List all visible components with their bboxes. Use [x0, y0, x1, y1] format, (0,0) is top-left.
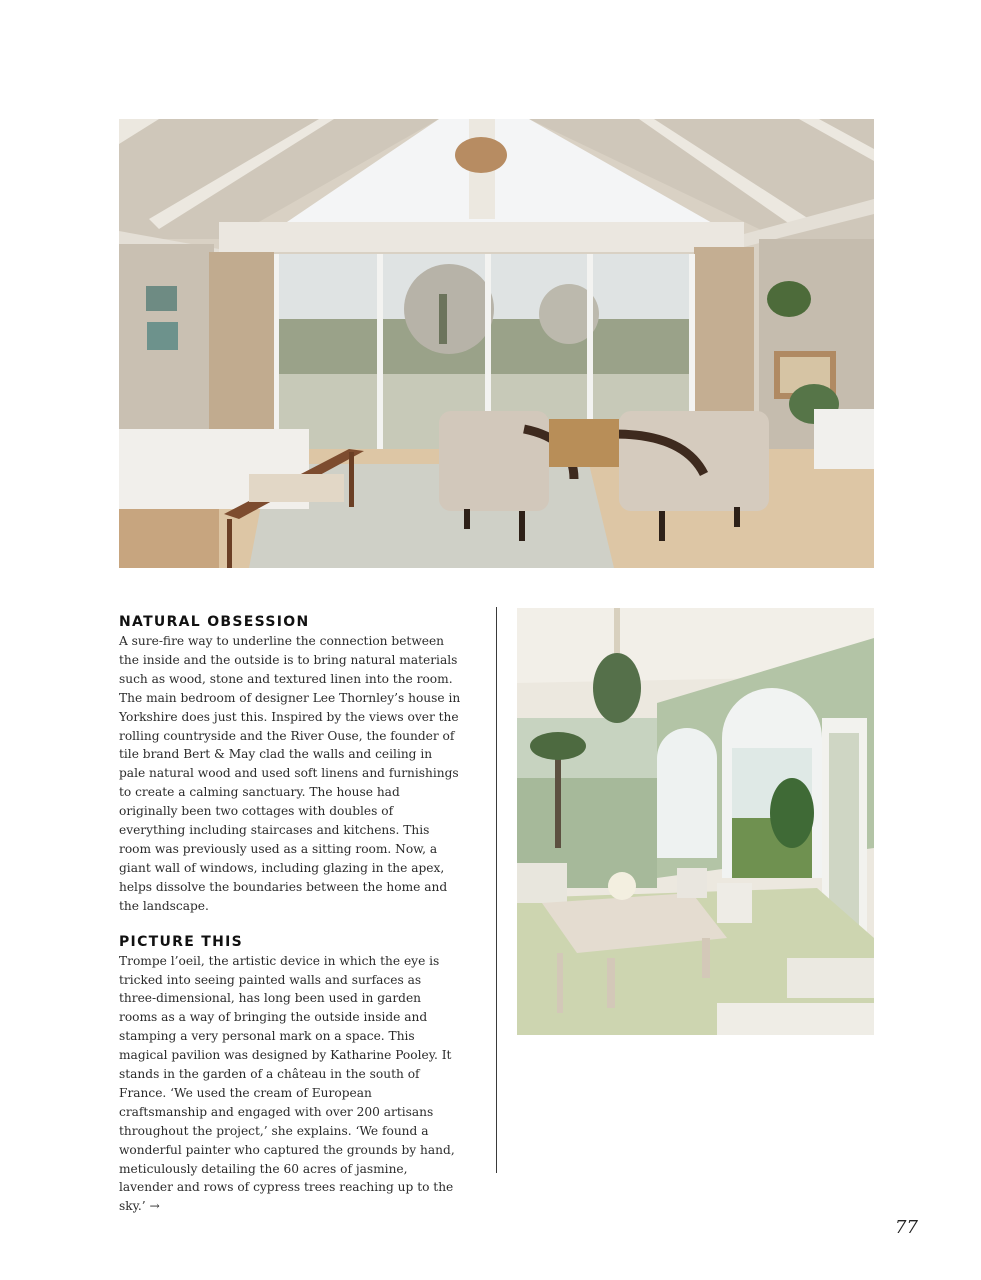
pavilion-photo [517, 608, 874, 1035]
column-divider [496, 607, 497, 1173]
article-text-column [119, 614, 461, 1216]
section-body: A sure-fire way to underline the connection between the inside and the outside is to bring natural materials such as wood, stone and textured linen into the room. The main bedroom of designer Lee Thornley’s house in Yorkshire does just this. Inspired by the views over the rolling countryside and the River Ouse, the founder of tile brand Bert & May clad the walls and ceiling in pale natural wood and used soft linens and furnishings to create a calming sanctuary. The house had originally been two cottages with doubles of everything including staircases and kitchens. This room was previously used as a sitting room. Now, a giant wall of windows, including glazing in the apex, helps dissolve the boundaries between the home and the landscape. [119, 634, 461, 913]
bedroom-photo [119, 119, 874, 568]
section-body: Trompe l’oeil, the artistic device in which the eye is tricked into seeing painted walls and surfaces as three-dimensional, has long been used in garden rooms as a way of bringing the outside inside and stamping a very personal mark on a space. This magical pavilion was designed by Katharine Pooley. It stands in the garden of a château in the south of France. ‘We used the cream of European craftsmanship and engaged with over 200 artisans throughout the project,’ she explains. ‘We found a wonderful painter who captured the grounds by hand, meticulously detailing the 60 acres of jasmine, lavender and rows of cypress trees reaching up to the sky.’ → [119, 953, 455, 1214]
bedroom-photo-illustration [119, 119, 874, 568]
section-heading: PICTURE THIS [119, 933, 244, 950]
section-natural-obsession [119, 614, 461, 916]
pavilion-photo-illustration [517, 608, 874, 1035]
section-heading: NATURAL OBSESSION [119, 614, 310, 630]
section-picture-this [119, 934, 461, 1217]
page-number: 77 [895, 1217, 918, 1238]
